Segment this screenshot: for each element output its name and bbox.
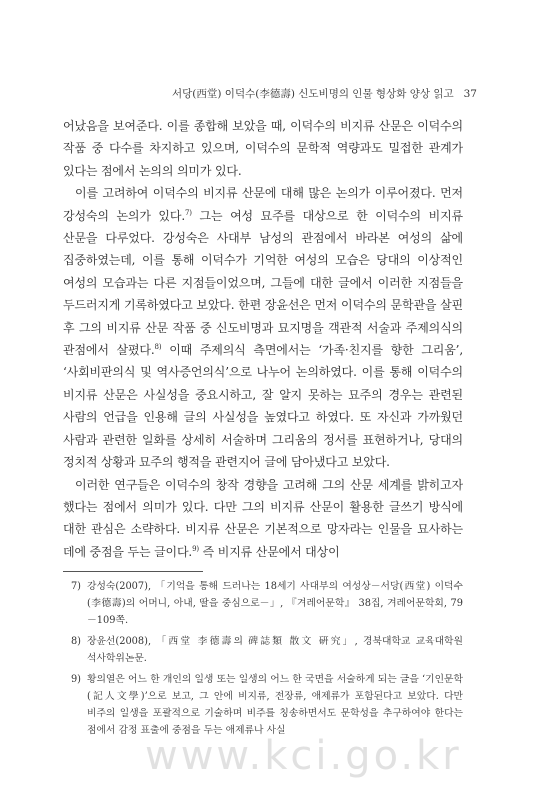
footnote [63,578,463,629]
footnote-marker: 9) [192,544,199,553]
paragraph-text: 이때 주제의식 측면에서는 ‘가족·친지를 향한 그리움’, ‘사회비판의식 및 역사증언의식’으로 나누어 논의하였다. 이를 통해 이덕수의 비지류 산문은 사실성을 중요시하고, 잘 알지 못하는 묘주의 경우는 관련된 사람의 언급을 인용해 글의 사실성을 높였다고 하였다. 또 자신과 가까웠던 사람과 관련한 일화를 상세히 서술하며 그리움의 정서를 표현하거나, 당대의 정치적 상황과 묘주의 행적을 관련지어 글에 담아냈다고 보았다. [63,343,463,470]
footnote [63,671,463,739]
body-paragraph [63,474,463,564]
running-header [172,86,477,101]
watermark: www.kci.go.kr [145,733,462,779]
paragraph-text: 이를 고려하여 이덕수의 비지류 산문에 대해 많은 논의가 이루어졌다. 먼저 강성숙의 논의가 있다. [63,186,463,223]
footnote-text: 강성숙(2007), 「기억을 통해 드러나는 18세기 사대부의 여성상－서당(西堂) 이덕수(李德壽)의 어머니, 아내, 딸을 중심으로－」, 『겨레어문학』 38집, 겨레어문학회, 79－109쪽. [87,581,463,626]
body-paragraph [63,182,463,473]
page-number: 37 [463,88,477,100]
footnote-number: 7) [70,581,81,592]
paragraph-text: 즉 비지류 산문에서 대상이 [198,544,340,559]
footnotes [63,578,463,743]
footnote-rule [63,571,203,572]
footnote-marker: 7) [185,208,192,217]
footnote-number: 9) [70,674,81,685]
running-title: 서당(西堂) 이덕수(李德壽) 신도비명의 인물 형상화 양상 읽고 [171,88,454,100]
paragraph-text: 이러한 연구들은 이덕수의 창작 경향을 고려해 그의 산문 세계를 밝히고자 했다는 점에서 의미가 있다. 다만 그의 비지류 산문이 활용한 글쓰기 방식에 대한 관심은 소략하다. 비지류 산문은 기본적으로 망자라는 인물을 묘사하는 데에 중점을 두는 글이다. [63,477,463,559]
footnote [63,633,463,667]
footnote-marker: 8) [154,343,162,352]
footnote-number: 8) [70,636,81,647]
paragraph-text: 어났음을 보여준다. 이를 종합해 보았을 때, 이덕수의 비지류 산문은 이덕수의 작품 중 다수를 차지하고 있으며, 이덕수의 문학적 역량과도 밀접한 관계가 있다는 점에서 논의의 의미가 있다. [63,119,463,178]
footnote-text: 황의열은 어느 한 개인의 일생 또는 일생의 어느 한 국면을 서술하게 되는 글을 ‘기인문학(記人文學)’으로 보고, 그 안에 비지류, 전장류, 애제류가 포함된다고 보았다. 다만 비주의 일생을 포괄적으로 기술하며 비주를 칭송하면서도 문학성을 추구하여야 한다는 점에서 감정 표출에 중점을 두는 애제류나 사실 [87,674,463,736]
paragraph-text: 그는 여성 묘주를 대상으로 한 이덕수의 비지류 산문을 다루었다. 강성숙은 사대부 남성의 관점에서 바라본 여성의 삶에 집중하였는데, 이를 통해 이덕수가 기억한 여성의 모습은 당대의 이상적인 여성의 모습과는 다른 지점들이었으며, 그들에 대한 글에서 이러한 지점들을 두드러지게 기록하였다고 보았다. 한편 장윤선은 먼저 이덕수의 문학관을 살핀 후 그의 비지류 산문 작품 중 신도비명과 묘지명을 객관적 서술과 주제의식의 관점에서 살폈다. [63,208,463,358]
body-text [63,115,463,563]
footnote-text: 장윤선(2008), 「西堂 李德壽의 碑誌類 散文 硏究」, 경북대학교 교육대학원 석사학위논문. [87,636,463,664]
body-paragraph [63,115,463,182]
